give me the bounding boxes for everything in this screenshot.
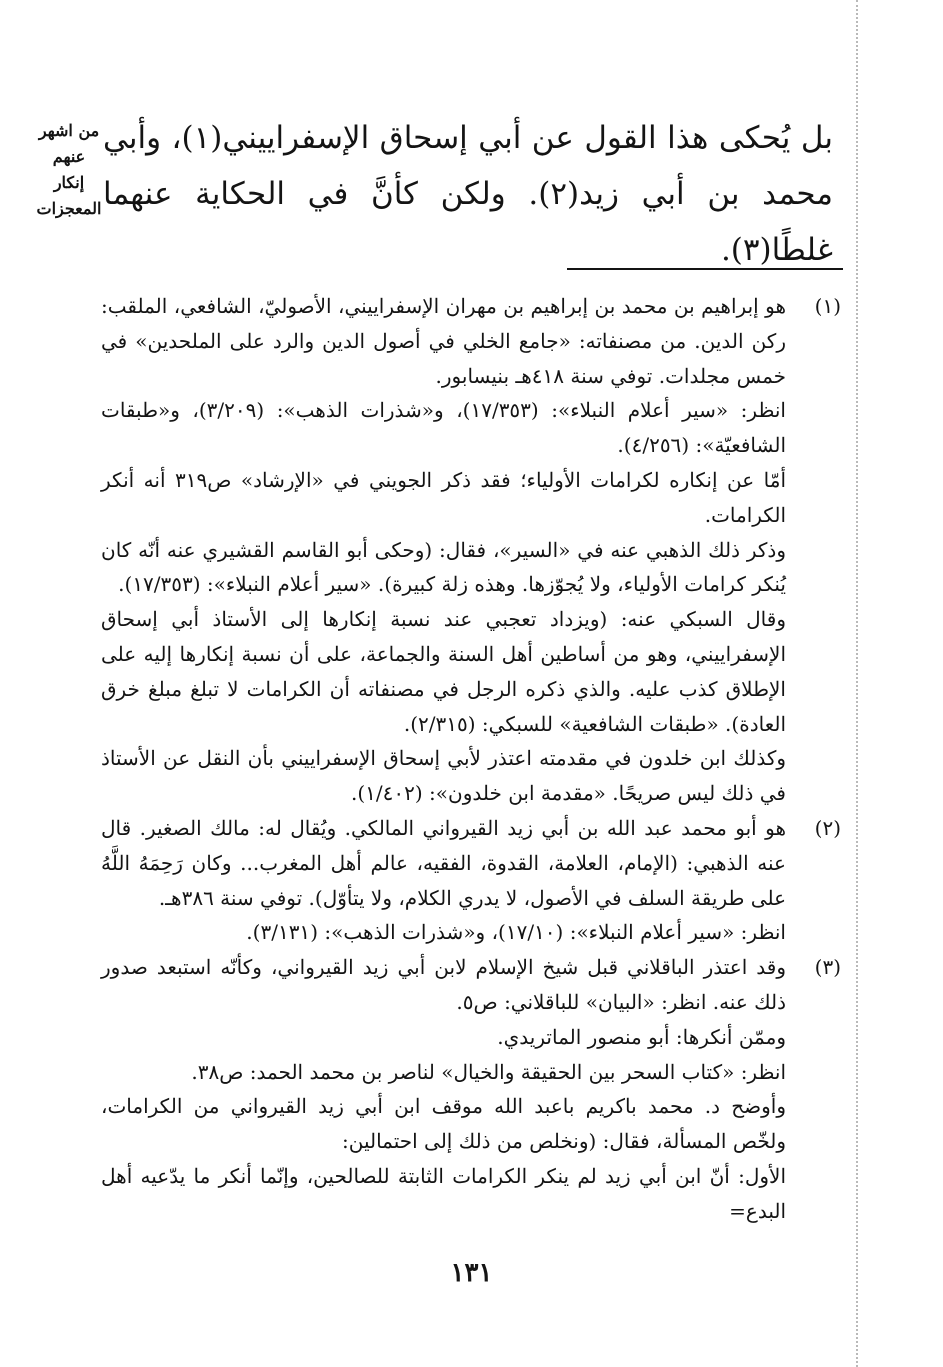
footnote-paragraph: وقد اعتذر الباقلاني قبل شيخ الإسلام لابن أبي زيد القيرواني، وكأنّه استبعد صدور ذلك عنه. انظر: «البيان» للباقلاني: ص٥. (101, 955, 786, 1014)
footnote-paragraph: انظر: «سير أعلام النبلاء»: (١٧/١٠)، و«شذرات الذهب»: (٣/١٣١). (246, 920, 786, 945)
footnote-paragraph: أمّا عن إنكاره لكرامات الأولياء؛ فقد ذكر الجويني في «الإرشاد» ص٣١٩ أنه أنكر الكرامات. (101, 467, 787, 527)
footnote-paragraph: الأول: أنّ ابن أبي زيد لم ينكر الكرامات الثابتة للصالحين، وإنّما أنكر ما يدّعيه أهل البدع= (101, 1163, 786, 1223)
footnote-1 (101, 289, 841, 811)
margin-note-line-2: إنكار المعجزات (36, 173, 102, 218)
footnote-paragraph: انظر: «كتاب السحر بين الحقيقة والخيال» لناصر بن محمد الحمد: ص٣٨. (191, 1059, 786, 1084)
footnote-separator (567, 268, 843, 270)
footnote-paragraph: وذكر ذلك الذهبي عنه في «السير»، فقال: (وحكى أبو القاسم القشيري عنه أنّه كان يُنكر كرامات الأولياء، ولا يُجوّزها. وهذه زلة كبيرة). «سير أعلام النبلاء»: (١٧/٣٥٣). (101, 537, 786, 597)
footnote-number: (١) (814, 294, 841, 318)
footnote-number: (٣) (814, 955, 841, 980)
main-paragraph: بل يُحكى هذا القول عن أبي إسحاق الإسفراييني(١)، وأبي محمد بن أبي زيد(٢). ولكن كأنَّ في الحكاية عنهما غلطًا(٣). (103, 120, 833, 268)
footnote-2 (101, 811, 841, 950)
footnote-3 (101, 950, 841, 1228)
page-number: ١٣١ (450, 1258, 493, 1288)
footnote-paragraph: وأوضح د. محمد باكريم باعبد الله موقف ابن أبي زيد القيرواني من الكرامات، ولخّص المسألة، فقال: (ونخلص من ذلك إلى احتمالين: (101, 1094, 786, 1154)
margin-dotted-line (856, 0, 858, 1367)
main-text (103, 110, 833, 278)
margin-note-line-1: من اشهر عنهم (38, 121, 100, 166)
footnote-paragraph: هو إبراهيم بن محمد بن إبراهيم بن مهران الإسفراييني، الأصوليّ، الشافعي، الملقب: ركن الدين. من مصنفاته: «جامع الخلي في أصول الدين والرد على الملحدين» في خمس مجلدات. توفي سنة ٤١٨هـ بنيسابور. (101, 294, 786, 388)
footnote-paragraph: هو أبو محمد عبد الله بن أبي زيد القيرواني المالكي. ويُقال له: مالك الصغير. قال عنه الذهبي: (الإمام، العلامة، القدوة، الفقيه، عالم أهل المغرب... وكان رَحِمَهُ اللَّهُ على طريقة السلف في الأصول، لا يدري الكلام، ولا يتأوّل). توفي سنة ٣٨٦هـ. (101, 815, 786, 910)
footnote-paragraph: انظر: «سير أعلام النبلاء»: (١٧/٣٥٣)، و«شذرات الذهب»: (٣/٢٠٩)، و«طبقات الشافعيّة»: (٤/٢٥٦). (101, 398, 786, 458)
footnote-number: (٢) (814, 815, 841, 840)
footnote-paragraph: وممّن أنكرها: أبو منصور الماتريدي. (497, 1024, 786, 1049)
footnote-paragraph: وكذلك ابن خلدون في مقدمته اعتذر لأبي إسحاق الإسفراييني بأن النقل عن الأستاذ في ذلك ليس صريحًا. «مقدمة ابن خلدون»: (١/٤٠٢). (101, 746, 786, 806)
footnote-paragraph: وقال السبكي عنه: (ويزداد تعجبي عند نسبة إنكارها إلى الأستاذ أبي إسحاق الإسفراييني، وهو من أساطين أهل السنة والجماعة، على أن نسبة إنكارها إليه على الإطلاق كذب عليه. والذي ذكره الرجل في مصنفاته أن الكرامات لا تبلغ مبلغ خرق العادة). «طبقات الشافعية» للسبكي: (٢/٣١٥). (101, 607, 786, 736)
margin-note (20, 118, 118, 222)
footnotes (101, 289, 841, 1229)
